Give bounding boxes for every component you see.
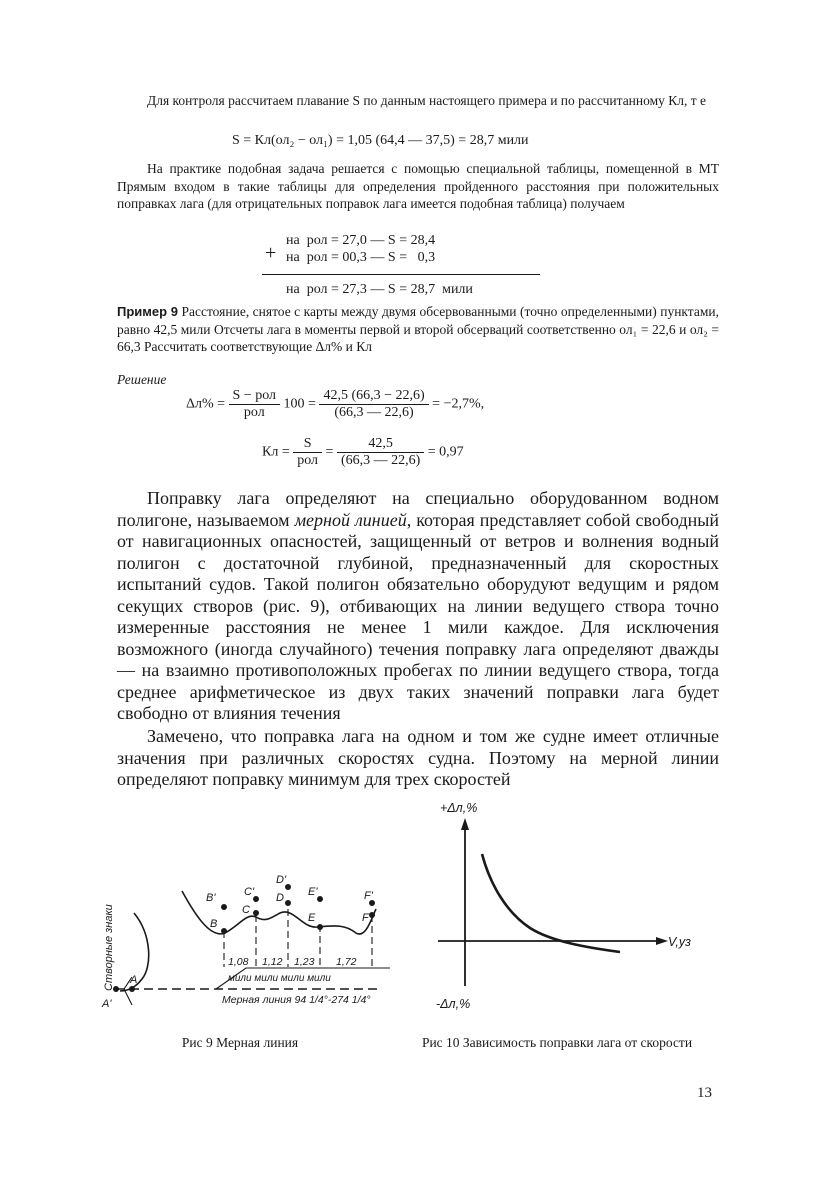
figure-9-caption: Рис 9 Мерная линия: [181, 1035, 299, 1050]
distance-3: 1,23: [294, 956, 315, 968]
label-c-prime: C': [244, 886, 255, 898]
point-e: [317, 924, 323, 930]
label-f-prime: F': [364, 890, 373, 902]
formula2-fraction-1: [229, 388, 280, 421]
paragraph-measured-line: [117, 488, 719, 725]
formula2-den-2: (66,3 — 22,6): [334, 405, 414, 420]
formula3-rhs: = 0,97: [427, 444, 464, 460]
label-a-prime: A': [102, 998, 112, 1010]
figure-10-caption: Рис 10 Зависимость поправки лага от скорости: [421, 1035, 693, 1050]
formula3-den-2: (66,3 — 22,6): [340, 453, 421, 468]
label-c: C: [242, 904, 250, 916]
formula2-num-1: S − рол: [229, 388, 280, 405]
sum-row-1: на рол = 27,0 — S = 28,4: [286, 233, 436, 248]
label-b: B: [210, 918, 218, 930]
formula2-rhs: = −2,7%,: [432, 396, 485, 412]
formula2-mid: 100 =: [283, 396, 316, 412]
paragraph-control: Для контроля рассчитаем плавание S по данным настоящего примера и по рассчитанному Кл, т е: [147, 93, 707, 108]
sum-plus: +: [265, 242, 277, 264]
point-b-prime: [221, 904, 227, 910]
formula3-num-1: S: [293, 436, 322, 453]
formula3-den-1: рол: [297, 453, 319, 468]
page-number: 13: [697, 1085, 712, 1101]
formula3-fraction-1: [293, 436, 322, 469]
distance-2: 1,12: [262, 956, 283, 968]
solution-label: Решение: [117, 372, 167, 387]
label-d: D: [276, 892, 284, 904]
y-axis-negative-label: -Δл,%: [436, 997, 471, 1011]
paragraph-speeds: Замечено, что поправка лага на одном и том же судне имеет отличные значения при различных скоростях судна. Поэтому на мерной линии определяют поправку минимум для трех скоростей: [117, 726, 719, 789]
label-f: F: [362, 912, 369, 924]
formula3-lhs: Кл =: [262, 444, 290, 460]
para3-text-a: Поправку лага определяют на специально оборудованном водном полигоне, называемом: [117, 488, 719, 530]
formula2-lhs: Δл% =: [186, 396, 226, 412]
point-a: [129, 986, 135, 992]
point-c: [253, 910, 259, 916]
y-axis-positive-label: +Δл,%: [440, 801, 478, 815]
label-d-prime: D': [276, 874, 287, 886]
formula-correction: [186, 388, 484, 421]
para3-term: мерной линией: [294, 509, 407, 530]
example-9: [117, 303, 719, 356]
formula2-den-1: рол: [243, 405, 265, 420]
point-d: [285, 900, 291, 906]
correction-curve: [482, 854, 620, 952]
label-e-prime: E': [308, 886, 318, 898]
range-marks-label: Створные знаки: [103, 904, 115, 991]
distance-4: 1,72: [336, 956, 357, 968]
formula3-num-2: 42,5: [337, 436, 424, 453]
point-e-prime: [317, 896, 323, 902]
figure-10-chart: [420, 796, 720, 1026]
label-a: A: [130, 974, 138, 986]
sum-row-2: на рол = 00,3 — S = 0,3: [286, 250, 436, 265]
point-f: [369, 912, 375, 918]
sum-divider: [262, 274, 540, 275]
paragraph-practice: На практике подобная задача решается с помощью специальной таблицы, помещенной в МТ Прямым входом в такие таблицы для определения пройденного расстояния при положительных поправках лага (для отрицательных поправок лага имеется подобная таблица) получаем: [117, 161, 719, 211]
label-b-prime: B': [206, 892, 216, 904]
distance-units: мили мили мили мили: [228, 973, 331, 984]
x-axis-arrow-icon: [656, 937, 668, 945]
sum-result: на рол = 27,3 — S = 28,7 мили: [286, 282, 473, 297]
formula3-eq: =: [325, 444, 334, 460]
example-text: Расстояние, снятое с карты между двумя обсервованными (точно определенными) пунктами, равно 42,5 мили Отсчеты лага в моменты первой и второй обсерваций соответственно ол₁ = 22,6 и ол₂ = 66,3 Рассчитать соответствующие Δл% и Кл: [117, 304, 720, 354]
formula3-fraction-2: [337, 436, 424, 469]
formula2-fraction-2: [319, 388, 428, 421]
distance-1: 1,08: [228, 956, 249, 968]
measured-line-label: Мерная линия 94 1/4°-274 1/4°: [222, 994, 371, 1006]
x-axis-label: V,уз: [668, 935, 691, 949]
para3-text-b: , которая представляет собой свободный от навигационных опасностей, защищенный от ветров и волнения водный полигон с достаточной глубиной, предназначенный для скоростных испытаний судов. Такой полигон обязательно оборудуют ведущим и рядом секущих створов (рис. 9), отбивающих на линии ведущего створа точно измеренные расстояния не менее 1 мили каждое. Для исключения возможного (иногда случайного) течения поправку лага определяют дважды — на взаимно противоположных пробегах по линии ведущего створа, тогда среднее арифметическое из двух таких значений поправки лага будет свободно от влияния течения: [117, 509, 719, 723]
figure-9-diagram: [90, 855, 410, 1015]
label-e: E: [308, 912, 316, 924]
y-axis-arrow-icon: [461, 818, 469, 830]
example-label: Пример 9: [117, 304, 178, 319]
point-b: [221, 928, 227, 934]
formula-swimming: S = Кл(ол₂ − ол₁) = 1,05 (64,4 — 37,5) = 28,7 мили: [232, 133, 529, 148]
formula-coefficient: [262, 436, 464, 469]
formula2-num-2: 42,5 (66,3 − 22,6): [319, 388, 428, 405]
